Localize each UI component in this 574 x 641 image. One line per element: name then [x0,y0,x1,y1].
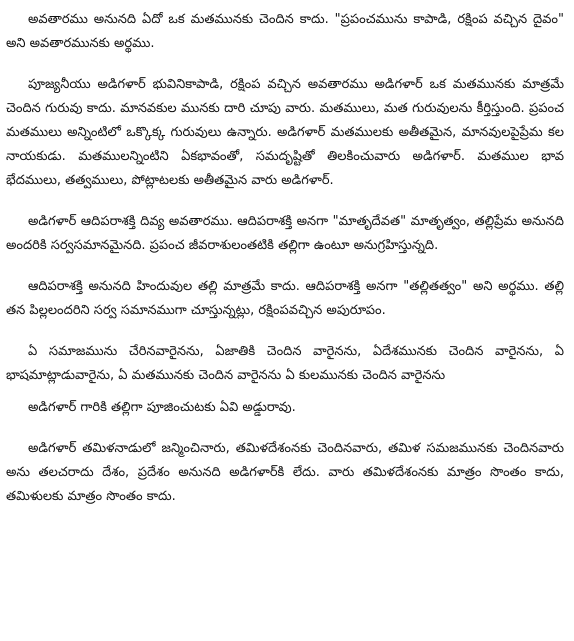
paragraph-avataram-meaning: అవతారము అనునది ఏదో ఒక మతమునకు చెందిన కాదు. "ప్రపంచమును కాపాడి, రక్షింప వచ్చిన దైవం" అని అవతారమునకు అర్థము. [6,12,564,51]
paragraph-mother-principle: ఆదిపరాశక్తి అనునది హిందువుల తల్లి మాత్రమే కాదు. ఆదిపరాశక్తి అనగా "తల్లితత్వం" అని అర్థము. తల్లి తన పిల్లలందరిని సర్వ సమానముగా చూస్తున్నట్లు, రక్షింపవచ్చిన అపురూపం. [6,279,564,318]
paragraph-all-communities: ఏ సమాజమును చేరినవారైనను, ఏజాతికి చెందిన వారైనను, ఏదేశమునకు చెందిన వారైనను, ఏ భాషమాట్లాడువారైను, ఏ మతమునకు చెందిన వారైనను ఏ కులమునకు చెందిన వారైనను [6,344,564,383]
paragraph-worship-no-barrier: అడిగళార్ గారికి తల్లిగా పూజించుటకు ఏవి అడ్డురావు. [28,400,296,415]
paragraph-adigalar-guru: పూజ్యనీయు అడిగళార్ భువినికాపాడి, రక్షింప వచ్చిన అవతారము అడిగళార్ ఒక మతమునకు మాత్రమే చెందిన గురువు కాదు. మానవకుల మునకు దారి చూపు వారు. మతములు, మత గురువులను కీర్తిస్తుంది. ప్రపంచ మతములు అన్నింటిలో ఒక్కొక్క గురువులు ఉన్నారు. అడిగళార్ మతములకు అతీతమైన, మానవులపైప్రేమ కల నాయకుడు. మతములన్నింటిని ఏకభావంతో, సమదృష్టితో తిలకించువారు అడిగళార్. మతముల భావ భేదములు, తత్వములు, పోట్లాటలకు అతీతమైన వారు అడిగళార్. [6,77,564,188]
paragraph-tamilnadu-birth: అడిగళార్ తమిళనాడులో జన్మించినారు, తమిళదేశంనకు చెందినవారు, తమిళ సమజమునకు చెందినవారు అను తలచరాదు దేశం, ప్రదేశం అనునది అడిగళార్‌కి లేదు. వారు తమిళదేశంనకు మాత్రం సొంతం కాదు, తమిళులకు మాత్రం సొంతం కాదు. [6,441,564,504]
paragraph-adiparashakti-avataram: అడిగళార్ ఆదిపరాశక్తి దివ్య అవతారము. ఆదిపరాశక్తి అనగా "మాతృదేవత" మాతృత్వం, తల్లిప్రేమ అనునది అందరికి సర్వసమానమైనది. ప్రపంచ జీవరాశులంతటికి తల్లిగా ఉంటూ అనుగ్రహిస్తున్నది. [6,214,564,253]
